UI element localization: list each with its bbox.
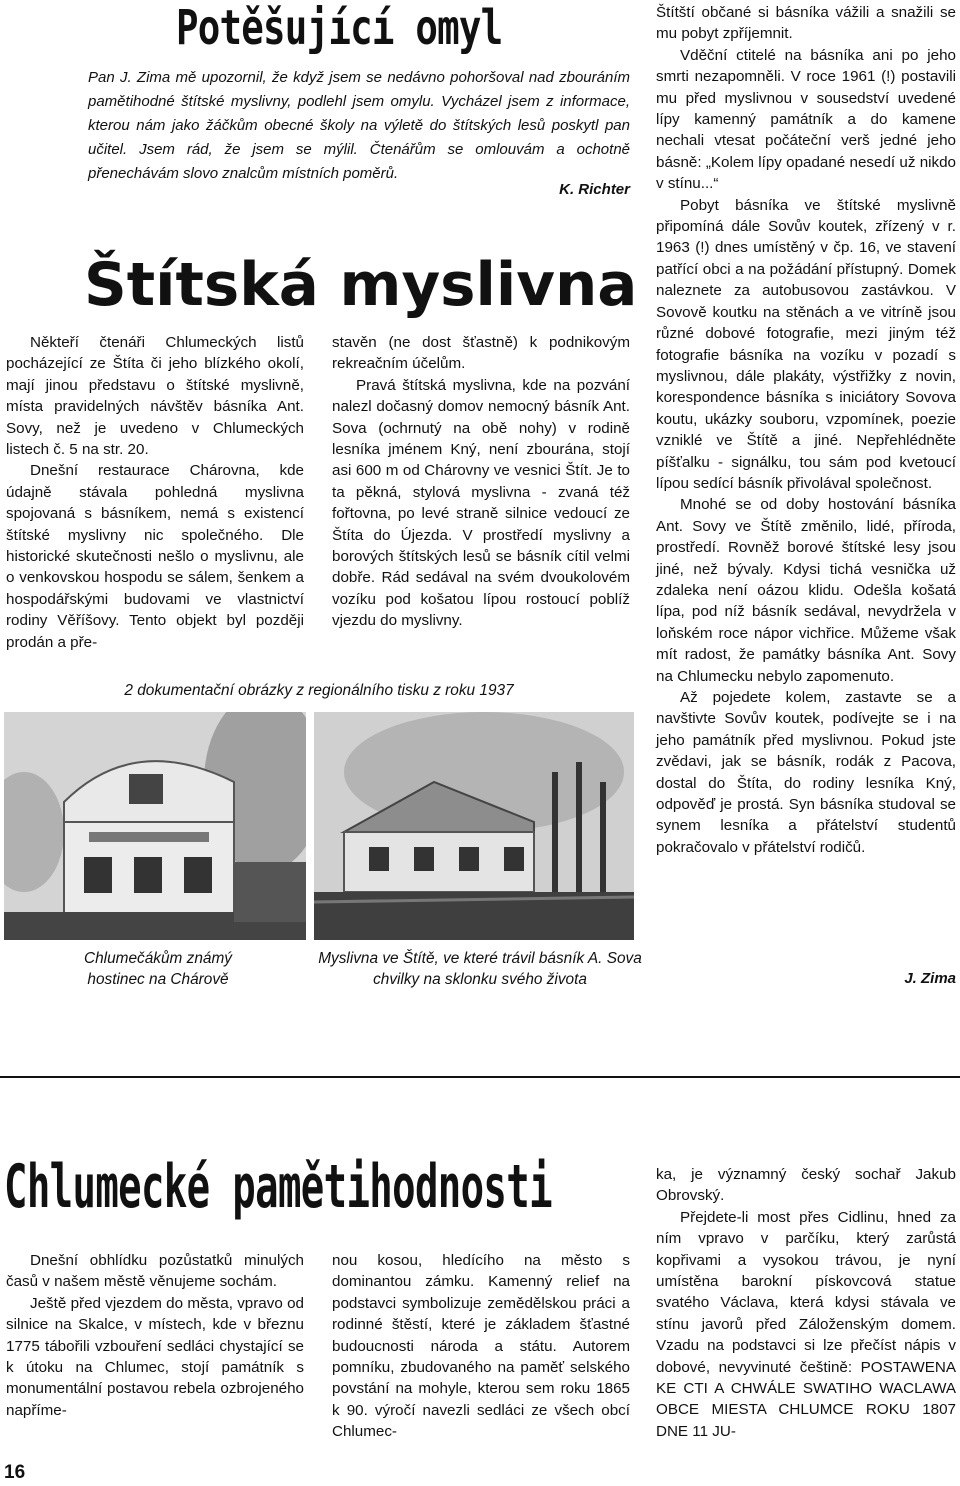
column-1 (6, 1250, 304, 1421)
author-signature: K. Richter (559, 181, 630, 198)
paragraph: Pobyt básníka ve štítské myslivně připomíná dále Sovův koutek, zřízený v r. 1963 (!) dnes umístěný v čp. 16, ve stavení patřící obci a na požádání přístupný. Domek naleznete za autobusovou zastávkou. V Sovově koutku na stěnách a ve vitríně jsou různé dobové fotografie, mezi jiným též fotografie básníka na vozíku v pozadí s myslivnou, dále plakáty, výstřižky z novin, korespondence básníka s iniciátory Sovova koutu, ukázky souboru, vzpomínek, poezie vzniklé ve Štítě a jiné. Nepřehlédněte píšťalku - signálku, tou sám pod kvetoucí lípou sedící básník přivolával společnost. (656, 196, 956, 492)
paragraph: Dnešní restaurace Chárovna, kde údajně stávala pohledná myslivna spojovaná s básníkem, nemá s existencí štítské myslivny nic společného. Dle historické skutečnosti nešlo o myslivnu, ale o venkovskou hospodu se sálem, šenkem a hospodářskými budovami ve vlastnictví rodiny Věříšovy. Tento objekt byl později prodán a pře- (6, 462, 304, 651)
article-text (88, 66, 630, 186)
column-3 (656, 1164, 956, 1442)
paragraph: Dnešní obhlídku pozůstatků minulých časů v našem městě věnujeme sochám. (6, 1252, 304, 1291)
paragraph: Někteří čtenáři Chlumeckých listů pocházející ze Štíta či jeho blízkého okolí, mají jinou představu o štítské myslivně, místa pravidelných návštěv básníka Ant. Sovy, než je uvedeno v Chlumeckých listech č. 5 na str. 20. (6, 334, 304, 459)
photo2-caption: Myslivna ve Štítě, ve které trávil básník A. Sova chvilky na sklonku svého života (318, 950, 642, 988)
paragraph: stavěn (ne dost šťastně) k podnikovým rekreačním účelům. (332, 334, 630, 373)
paragraph: Pan J. Zima mě upozornil, že když jsem se nedávno pohoršoval nad zbouráním pamětihodné štítské myslivny, podlehl jsem omylu. Vycházel jsem z informace, kterou nám jako žáčkům obecné školy na výletě do štítských lesů poskytl pan učitel. Jsem rád, že jsem se mýlil. Čtenářům se omlouvám a ochotně přenechávám slovo znalcům místních poměrů. (88, 69, 630, 182)
section-divider (0, 1076, 960, 1078)
article-potesujici-omyl (0, 0, 640, 210)
paragraph: Pravá štítská myslivna, kde na pozvání nalezl dočasný domov nemocný básník Ant. Sova (ochrnutý na obě nohy) v rodině lesníka jménem Kný, není zbourána, stojí asi 600 m od Chárovny ve vesnici Štít. Je to ta pěkná, stylová myslivna - zvaná též fořtovna, po levé straně silnice vedoucí ze Štíta do Újezda. V prostředí myslivny a borových štítských lesů se básník cítil velmi dobře. Rád sedával na svém dvoukolovém vozíku pod košatou lípou rostoucí poblíž vjezdu do myslivny. (332, 376, 630, 630)
paragraph: Štítští občané si básníka vážili a snažili se mu pobyt zpříjemnit. (656, 4, 956, 43)
photo-myslivna-stit (314, 712, 634, 940)
paragraph: Ještě před vjezdem do města, vpravo od silnice na Skalce, v místech, kde v březnu 1775 tábořili vzbouření sedláci chystající se k útoku na Chlumec, stojí památník s monumentální postavou rebela ozbrojeného napříme- (6, 1294, 304, 1419)
author-signature: J. Zima (904, 970, 956, 987)
column-1 (6, 332, 304, 653)
column-2 (332, 1250, 630, 1443)
paragraph: Přejdete-li most přes Cidlinu, hned za ním vpravo v parčíku, který zarůstá kopřivami a vysokou trávou, je nyní umístěna barokní pískovcová statue svatého Václava, která kdysi stávala ve stínu javorů před Záloženským domem. Vzadu na podstavci si lze přečíst nápis v dobové, nevyvinuté češtině: POSTAWENA KE CTI A CHWÁLE SWATIHO WACLAWA OBCE MIESTA CHLUMCE ROKU 1807 DNE 11 JU- (656, 1208, 956, 1440)
photos-caption: 2 dokumentační obrázky z regionálního tisku z roku 1937 (124, 682, 514, 699)
paragraph: nou kosou, hledícího na město s dominantou zámku. Kamenný relief na podstavci symbolizuje zemědělskou práci a rodinné štěstí, které je základem šťastné budoucnosti národa a státu. Autorem pomníku, zbudovaného na paměť selského povstání na mohyle, kterou sem roku 1865 k 90. výročí navezli sedláci ze všech obcí Chlumec- (332, 1252, 630, 1441)
inn-building-illustration (4, 712, 306, 940)
photo1-caption: Chlumečákům známý hostinec na Chárově (84, 950, 232, 988)
article-title: Potěšující omyl (176, 0, 503, 56)
page-number: 16 (4, 1462, 26, 1483)
column-3 (656, 2, 956, 858)
paragraph: Až pojedete kolem, zastavte se a navštivte Sovův koutek, podívejte se i na jeho památník před myslivnou. Pokud jste zvědavi, jak se básník, rodák z Pacova, dostal do Štíta, do rodiny lesníka Kný, odpověď je prostá. Syn básníka studoval se synem lesníka a přátelství studentů pokračovalo v přátelství rodičů. (656, 689, 956, 856)
photo-hostinec-charov (4, 712, 306, 940)
paragraph: Vděční ctitelé na básníka ani po jeho smrti nezapomněli. V roce 1961 (!) postavili mu před myslivnou v sousedství uvedené lípy kamenný památník a do kamene nechali vtesat počáteční verš jedné jeho básně: „Kolem lípy opadané nesedí už nikdo v stínu...“ (656, 46, 956, 193)
paragraph: Mnohé se od doby hostování básníka Ant. Sovy ve Štítě změnilo, lidé, příroda, prostředí. Rovněž borové štítské lesy jsou jiné, než bývaly. Kdysi tichá vesnička už zdaleka není oázou klidu. Odešla košatá lípa, pod níž básník sedával, nevydržela v loňském roce nápor vichřice. Můžeme však mít radost, že památky básníka Ant. Sovy na Chlumecku nebylo zapomenuto. (656, 496, 956, 685)
article-title-chlumecke-pametihodnosti: Chlumecké pamětihodnosti (4, 1152, 552, 1222)
column-2 (332, 332, 630, 632)
article-title-stitska-myslivna: Štítská myslivna (84, 250, 638, 320)
hunting-lodge-illustration (314, 712, 634, 940)
paragraph: ka, je významný český sochař Jakub Obrovský. (656, 1166, 956, 1205)
